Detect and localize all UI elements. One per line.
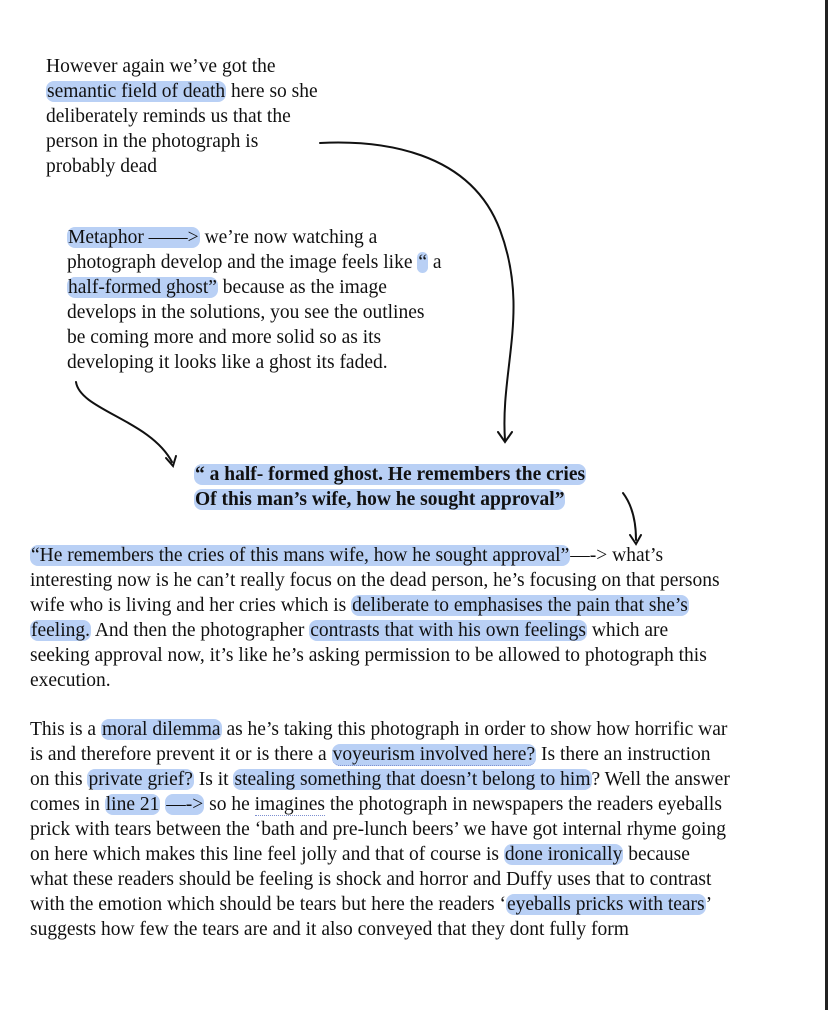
text-segment: —-> what’s <box>570 545 664 566</box>
highlighted-text: contrasts that with his own feelings <box>310 620 586 641</box>
text-segment: Is it <box>193 769 234 790</box>
text-segment: so he <box>204 794 255 815</box>
text-segment: deliberately reminds us that the <box>46 106 291 127</box>
text-segment: a <box>428 252 442 273</box>
para-dilemma-line <box>30 867 711 892</box>
highlighted-text: semantic field of death <box>47 81 226 102</box>
text-segment: ? Well the answer <box>591 769 730 790</box>
text-segment: because as the image <box>217 277 387 298</box>
text-segment: as he’s taking this photograph in order to show how horrific war <box>221 719 728 740</box>
highlighted-text: deliberate to emphasises the pain that she’s <box>352 595 688 616</box>
highlighted-text: private grief? <box>88 769 193 790</box>
note-death-line <box>46 154 157 179</box>
text-segment: suggests how few the tears are and it also conveyed that they dont fully form <box>30 919 629 940</box>
highlighted-text: stealing something that doesn’t belong to him <box>234 769 591 790</box>
highlighted-text: “He remembers the cries of this mans wife, how he sought approval” <box>31 545 570 566</box>
highlighted-text: moral dilemma <box>101 719 221 740</box>
arrow-metaphor-to-quote <box>76 382 172 462</box>
text-segment: photograph develop and the image feels like <box>67 252 418 273</box>
highlighted-text: —-> <box>166 794 204 815</box>
note-death-line <box>46 79 318 104</box>
note-death-line <box>46 104 291 129</box>
text-segment: And then the photographer <box>91 620 310 641</box>
highlighted-text: done ironically <box>504 844 623 865</box>
para-dilemma-line <box>30 792 722 817</box>
text-segment: However again we’ve got the <box>46 56 276 77</box>
para-cries-line <box>30 593 689 618</box>
text-segment: imagines <box>254 794 326 815</box>
text-segment: probably dead <box>46 156 158 177</box>
note-death-line <box>46 129 258 154</box>
highlighted-text: eyeballs pricks with tears <box>506 894 705 915</box>
text-segment: developing it looks like a ghost its faded. <box>67 352 388 373</box>
para-dilemma-line <box>30 892 712 917</box>
note-metaphor-line <box>67 275 387 300</box>
text-segment: is and therefore prevent it or is there a <box>30 744 332 765</box>
text-segment: what these readers should be feeling is shock and horror and Duffy uses that to contrast <box>30 869 712 890</box>
note-metaphor-line <box>67 250 442 275</box>
para-cries-line <box>30 618 668 643</box>
text-segment: seeking approval now, it’s like he’s asking permission to be allowed to photograph this <box>30 645 707 666</box>
quote-line <box>194 462 586 487</box>
text-segment: prick with tears between the ‘bath and pre-lunch beers’ we have got internal rhyme going <box>30 819 726 840</box>
para-dilemma-line <box>30 717 727 742</box>
note-metaphor-line <box>67 325 381 350</box>
text-segment: with the emotion which should be tears but here the readers ‘ <box>30 894 506 915</box>
text-segment: This is a <box>30 719 101 740</box>
text-segment: comes in <box>30 794 105 815</box>
highlighted-text: “ <box>418 252 427 273</box>
highlighted-text: voyeurism involved here? <box>332 744 536 765</box>
quote-line <box>194 487 565 512</box>
text-segment: which are <box>586 620 669 641</box>
para-dilemma-line <box>30 917 629 942</box>
para-cries-line <box>30 543 663 568</box>
text-segment: ’ <box>705 894 713 915</box>
para-dilemma-line <box>30 742 711 767</box>
note-metaphor-line <box>67 225 377 250</box>
text-segment: on here which makes this line feel jolly and that of course is <box>30 844 504 865</box>
text-segment: interesting now is he can’t really focus on the dead person, he’s focusing on that persons <box>30 570 720 591</box>
text-segment: be coming more and more solid so as its <box>67 327 382 348</box>
highlighted-text: half-formed ghost” <box>68 277 217 298</box>
text-segment: because <box>623 844 690 865</box>
text-segment: develops in the solutions, you see the outlines <box>67 302 425 323</box>
highlighted-text: feeling. <box>31 620 91 641</box>
note-death-line <box>46 54 276 79</box>
para-dilemma-line <box>30 817 726 842</box>
highlighted-text: line 21 <box>105 794 160 815</box>
highlighted-text: “ a half- formed ghost. He remembers the cries <box>195 464 586 485</box>
text-segment: we’re now watching a <box>199 227 378 248</box>
text-segment: here so she <box>226 81 318 102</box>
note-metaphor-line <box>67 350 388 375</box>
text-segment: on this <box>30 769 88 790</box>
para-dilemma-line <box>30 842 690 867</box>
para-cries-line <box>30 668 111 693</box>
text-segment: the photograph in newspapers the readers eyeballs <box>325 794 722 815</box>
highlighted-text: Of this man’s wife, how he sought approval” <box>195 489 565 510</box>
para-cries-line <box>30 643 707 668</box>
highlighted-text: Metaphor ——> <box>68 227 199 248</box>
text-segment: Is there an instruction <box>536 744 711 765</box>
note-metaphor-line <box>67 300 424 325</box>
text-segment: execution. <box>30 670 111 691</box>
arrow-quote-to-para <box>623 493 636 540</box>
para-dilemma-line <box>30 767 730 792</box>
text-segment: wife who is living and her cries which is <box>30 595 352 616</box>
text-segment: person in the photograph is <box>46 131 259 152</box>
para-cries-line <box>30 568 720 593</box>
